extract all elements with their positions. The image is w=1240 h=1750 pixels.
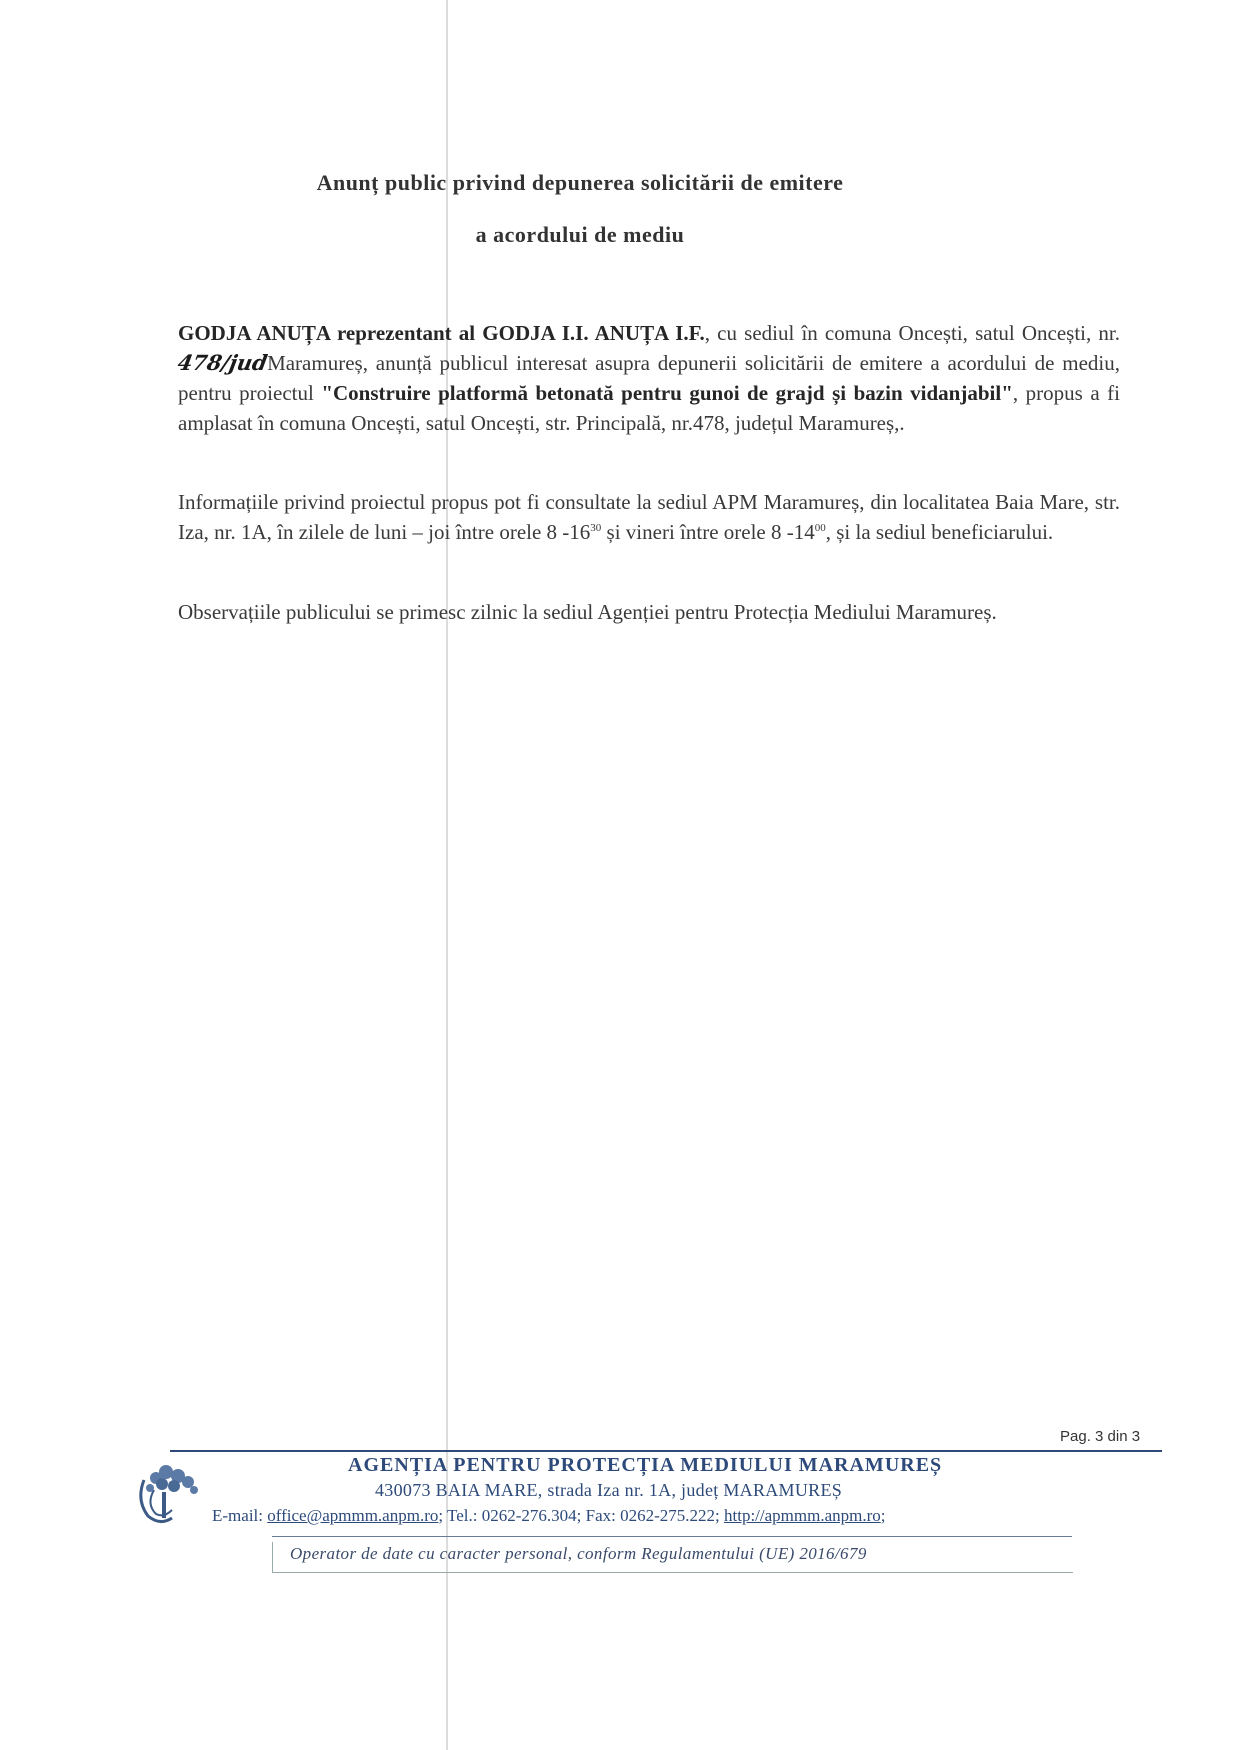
web-end: ; [880, 1506, 886, 1525]
applicant-name: GODJA ANUȚA reprezentant al GODJA I.I. ANUȚA I.F. [178, 321, 705, 345]
paragraph-information [178, 487, 1120, 547]
apm-tree-logo-icon [132, 1460, 212, 1530]
paragraph1-part2: Maramureș, anunță publicul interesat asupra depunerii solicitării de emitere a acordului de mediu, pentru proiectul [178, 351, 1120, 405]
paragraph2-part3: , și la sediul beneficiarului. [825, 520, 1054, 544]
footer-divider [170, 1450, 1162, 1452]
paragraph1-part3: , propus a fi amplasat în comuna Oncești, satul Oncești, str. Principală, nr.478, județul Maramureș,. [178, 381, 1120, 435]
paragraph2-part1: Informațiile privind proiectul propus pot fi consultate la sediul APM Maramureș, din localitatea Baia Mare, str. Iza, nr. 1A, în zilele de luni – joi între orele 8 -16 [178, 490, 1120, 544]
fax-value: 0262-275.222 [620, 1506, 716, 1525]
tel-label: ; Tel.: [438, 1506, 482, 1525]
tel-value: 0262-276.304 [481, 1506, 577, 1525]
email-label: E-mail: [212, 1506, 268, 1525]
handwritten-number: 478/jud [175, 350, 270, 375]
paragraph-observations: Observațiile publicului se primesc zilnic la sediul Agenției pentru Protecția Mediului Maramureș. [178, 600, 997, 624]
time-superscript-1: 30 [590, 522, 602, 534]
web-separator: ; [715, 1506, 725, 1525]
agency-contact [212, 1506, 886, 1526]
paragraph-announcement [175, 318, 1120, 438]
paragraph1-part1: , cu sediul în comuna Oncești, satul Oncești, nr. [704, 321, 1120, 345]
email-link[interactable]: office@apmmm.anpm.ro [267, 1506, 439, 1525]
heading-line-2: a acordului de mediu [475, 222, 685, 247]
agency-address: 430073 BAIA MARE, strada Iza nr. 1A, județ MARAMUREȘ [375, 1480, 843, 1500]
time-superscript-2: 00 [814, 522, 826, 534]
gdpr-notice: Operator de date cu caracter personal, conform Regulamentului (UE) 2016/679 [290, 1544, 867, 1563]
page-number: Pag. 3 din 3 [1060, 1428, 1141, 1445]
paragraph2-part2: și vineri între orele 8 -14 [601, 520, 815, 544]
fax-label: ; Fax: [576, 1506, 621, 1525]
agency-name: AGENȚIA PENTRU PROTECȚIA MEDIULUI MARAMUREȘ [348, 1454, 943, 1476]
gdpr-divider [272, 1536, 1072, 1537]
heading-line-1: Anunț public privind depunerea solicitării de emitere [316, 170, 844, 195]
project-name: "Construire platformă betonată pentru gunoi de grajd și bazin vidanjabil" [321, 381, 1013, 405]
website-link[interactable]: http://apmmm.anpm.ro [724, 1506, 881, 1525]
